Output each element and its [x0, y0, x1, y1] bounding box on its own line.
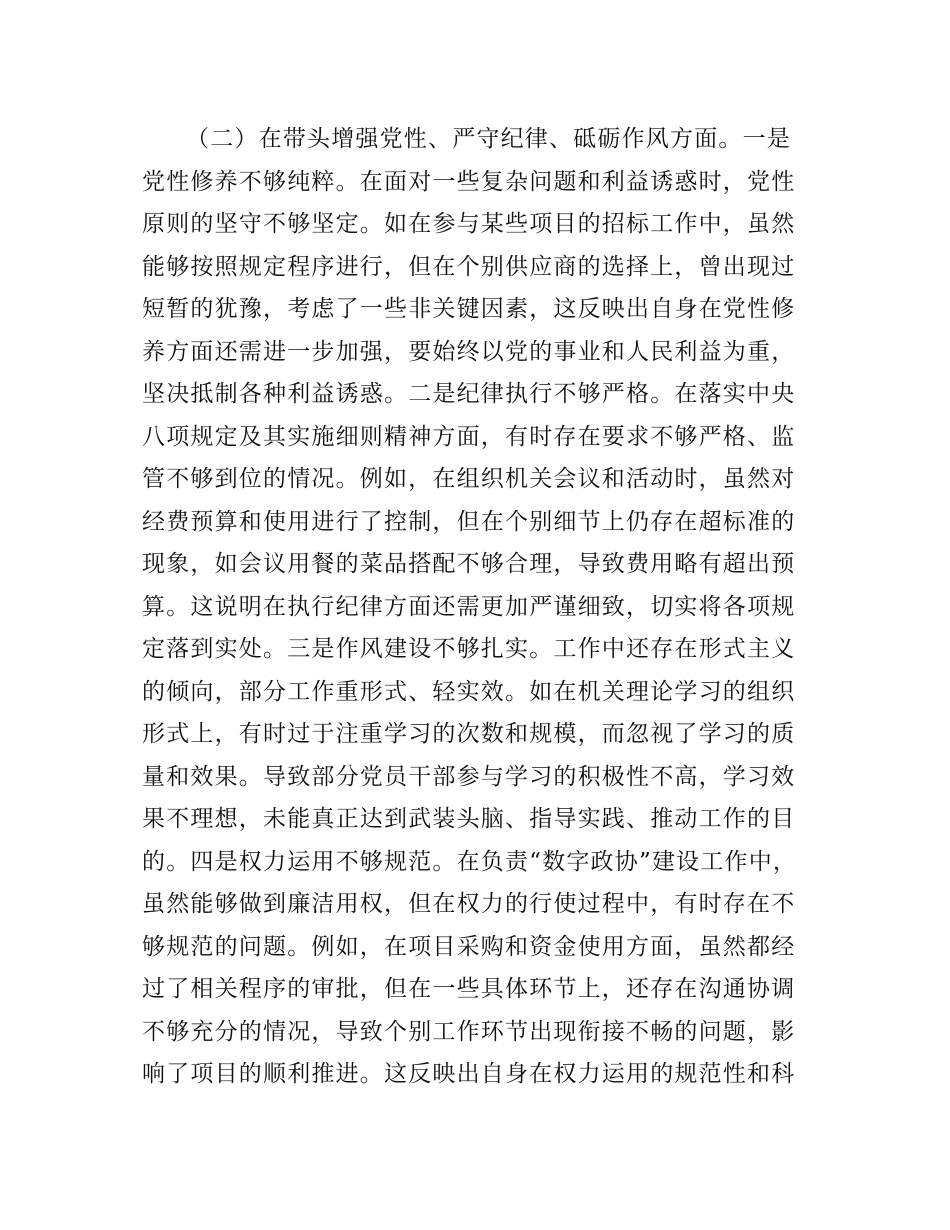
text-line: 经费预算和使用进行了控制，但在个别细节上仍存在超标准的: [142, 508, 796, 535]
text-line: 够规范的问题。例如，在项目采购和资金使用方面，虽然都经: [142, 933, 796, 960]
text-line: 管不够到位的情况。例如，在组织机关会议和活动时，虽然对: [142, 466, 796, 492]
text-line: 现象，如会议用餐的菜品搭配不够合理，导致费用略有超出预: [142, 551, 796, 577]
text-line: 形式上，有时过于注重学习的次数和规模，而忽视了学习的质: [142, 721, 796, 747]
text-line: 党性修养不够纯粹。在面对一些复杂问题和利益诱惑时，党性: [142, 168, 796, 195]
text-line: 短暂的犹豫，考虑了一些非关键因素，这反映出自身在党性修: [142, 296, 796, 322]
text-line: 响了项目的顺利推进。这反映出自身在权力运用的规范性和科: [142, 1061, 796, 1087]
text-line: 坚决抵制各种利益诱惑。二是纪律执行不够严格。在落实中央: [142, 381, 796, 407]
text-line: 果不理想，未能真正达到武装头脑、指导实践、推动工作的目: [142, 806, 796, 832]
text-line: 的。四是权力运用不够规范。在负责“数字政协”建设工作中，: [142, 848, 798, 875]
text-line: 八项规定及其实施细则精神方面，有时存在要求不够严格、监: [142, 423, 796, 450]
text-line: 虽然能够做到廉洁用权，但在权力的行使过程中，有时存在不: [142, 891, 796, 917]
body-paragraph: [142, 118, 822, 1096]
text-line: （二）在带头增强党性、严守纪律、砥砺作风方面。一是: [186, 126, 791, 152]
text-line: 量和效果。导致部分党员干部参与学习的积极性不高，学习效: [142, 763, 796, 790]
text-line: 养方面还需进一步加强，要始终以党的事业和人民利益为重，: [142, 338, 796, 365]
text-line: 算。这说明在执行纪律方面还需更加严谨细致，切实将各项规: [142, 593, 796, 620]
text-line: 原则的坚守不够坚定。如在参与某些项目的招标工作中，虽然: [142, 211, 796, 237]
text-line: 过了相关程序的审批，但在一些具体环节上，还存在沟通协调: [142, 976, 796, 1002]
text-line: 不够充分的情况，导致个别工作环节出现衔接不畅的问题，影: [142, 1018, 796, 1045]
text-line: 定落到实处。三是作风建设不够扎实。工作中还存在形式主义: [142, 636, 796, 662]
text-line: 的倾向，部分工作重形式、轻实效。如在机关理论学习的组织: [142, 678, 796, 705]
text-line: 能够按照规定程序进行，但在个别供应商的选择上，曾出现过: [142, 253, 796, 280]
